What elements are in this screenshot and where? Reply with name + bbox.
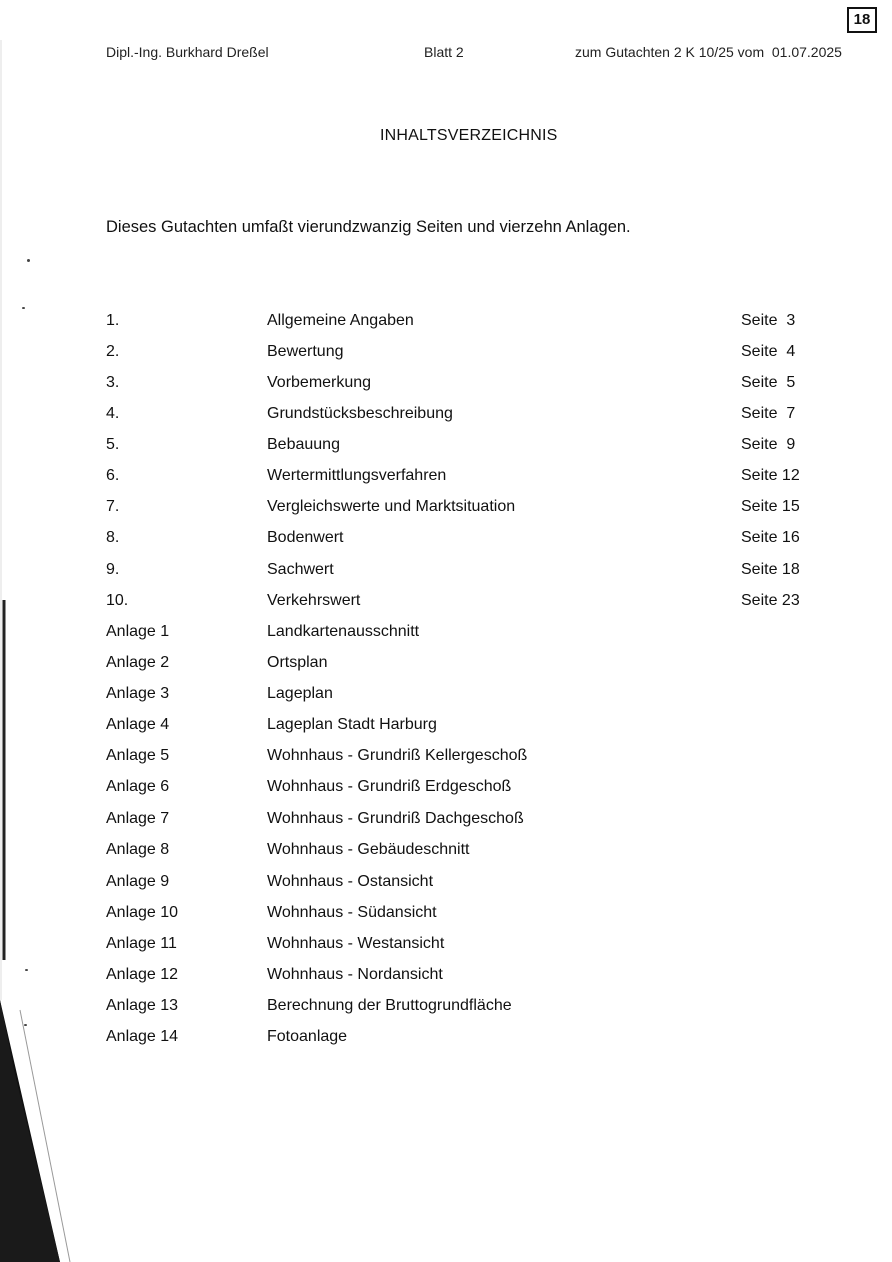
- toc-label: Wohnhaus - Grundriß Dachgeschoß: [267, 810, 524, 827]
- toc-number: Anlage 6: [106, 778, 170, 795]
- toc-label: Ortsplan: [267, 654, 328, 671]
- toc-label: Allgemeine Angaben: [267, 312, 414, 329]
- toc-page: Seite 18: [741, 561, 800, 578]
- toc-number: Anlage 2: [106, 654, 170, 671]
- toc-number: Anlage 11: [106, 935, 177, 952]
- toc-row: [0, 402, 892, 426]
- toc-page: Seite 12: [741, 467, 800, 484]
- toc-label: Wohnhaus - Südansicht: [267, 904, 437, 921]
- toc-page: Seite 5: [741, 374, 796, 391]
- toc-row: [0, 309, 892, 333]
- toc-label: Wohnhaus - Nordansicht: [267, 966, 443, 983]
- page-number-badge: 18: [847, 7, 877, 33]
- toc-row: [0, 464, 892, 488]
- toc-row: [0, 963, 892, 987]
- toc-label: Wohnhaus - Gebäudeschnitt: [267, 841, 470, 858]
- toc-label: Wertermittlungsverfahren: [267, 467, 447, 484]
- header-sheet: Blatt 2: [424, 44, 464, 60]
- toc-number: 6.: [106, 467, 120, 484]
- toc-page: Seite 7: [741, 405, 796, 422]
- intro-text: Dieses Gutachten umfaßt vierundzwanzig Seiten und vierzehn Anlagen.: [106, 218, 631, 236]
- toc-number: 5.: [106, 436, 120, 453]
- toc-row: [0, 744, 892, 768]
- toc-label: Berechnung der Bruttogrundfläche: [267, 997, 512, 1014]
- toc-row: [0, 682, 892, 706]
- toc-row: [0, 932, 892, 956]
- toc-row: [0, 994, 892, 1018]
- header-author: Dipl.-Ing. Burkhard Dreßel: [106, 44, 269, 60]
- toc-number: Anlage 8: [106, 841, 170, 858]
- toc-label: Wohnhaus - Westansicht: [267, 935, 445, 952]
- toc-label: Lageplan Stadt Harburg: [267, 716, 437, 733]
- toc-row: [0, 713, 892, 737]
- toc-row: [0, 526, 892, 550]
- toc-number: Anlage 7: [106, 810, 170, 827]
- toc-row: [0, 901, 892, 925]
- toc-label: Lageplan: [267, 685, 333, 702]
- toc-label: Wohnhaus - Ostansicht: [267, 873, 434, 890]
- toc-number: Anlage 5: [106, 747, 170, 764]
- toc-number: 7.: [106, 498, 120, 515]
- toc-label: Grundstücksbeschreibung: [267, 405, 453, 422]
- toc-number: 3.: [106, 374, 120, 391]
- toc-label: Bewertung: [267, 343, 344, 360]
- toc-number: Anlage 10: [106, 904, 179, 921]
- toc-label: Landkartenausschnitt: [267, 623, 420, 640]
- toc-row: [0, 807, 892, 831]
- toc-number: 4.: [106, 405, 120, 422]
- toc-label: Wohnhaus - Grundriß Kellergeschoß: [267, 747, 528, 764]
- toc-row: [0, 620, 892, 644]
- toc-row: [0, 433, 892, 457]
- toc-label: Verkehrswert: [267, 592, 361, 609]
- toc-label: Wohnhaus - Grundriß Erdgeschoß: [267, 778, 512, 795]
- toc-number: Anlage 9: [106, 873, 170, 890]
- header-reference: zum Gutachten 2 K 10/25 vom 01.07.2025: [575, 44, 842, 60]
- toc-page: Seite 9: [741, 436, 796, 453]
- toc-row: [0, 589, 892, 613]
- toc-page: Seite 4: [741, 343, 796, 360]
- toc-row: [0, 371, 892, 395]
- toc-label: Bebauung: [267, 436, 340, 453]
- toc-row: [0, 651, 892, 675]
- toc-page: Seite 23: [741, 592, 800, 609]
- toc-label: Bodenwert: [267, 529, 344, 546]
- scan-speck: [27, 259, 30, 262]
- toc-number: Anlage 4: [106, 716, 170, 733]
- toc-number: Anlage 3: [106, 685, 170, 702]
- toc-label: Fotoanlage: [267, 1028, 348, 1045]
- toc-page: Seite 3: [741, 312, 796, 329]
- toc-label: Vorbemerkung: [267, 374, 372, 391]
- toc-number: 10.: [106, 592, 129, 609]
- toc-row: [0, 495, 892, 519]
- toc-page: Seite 16: [741, 529, 800, 546]
- toc-row: [0, 340, 892, 364]
- toc-number: 8.: [106, 529, 120, 546]
- toc-label: Vergleichswerte und Marktsituation: [267, 498, 516, 515]
- toc-number: Anlage 13: [106, 997, 179, 1014]
- toc-number: 9.: [106, 561, 120, 578]
- toc-row: [0, 870, 892, 894]
- toc-number: 2.: [106, 343, 120, 360]
- toc-label: Sachwert: [267, 561, 334, 578]
- toc-number: 1.: [106, 312, 120, 329]
- toc-row: [0, 775, 892, 799]
- toc-row: [0, 838, 892, 862]
- toc-number: Anlage 14: [106, 1028, 179, 1045]
- toc-number: Anlage 1: [106, 623, 170, 640]
- toc-page: Seite 15: [741, 498, 800, 515]
- document-title: INHALTSVERZEICHNIS: [380, 127, 558, 144]
- toc-number: Anlage 12: [106, 966, 179, 983]
- toc-row: [0, 558, 892, 582]
- toc-row: [0, 1025, 892, 1049]
